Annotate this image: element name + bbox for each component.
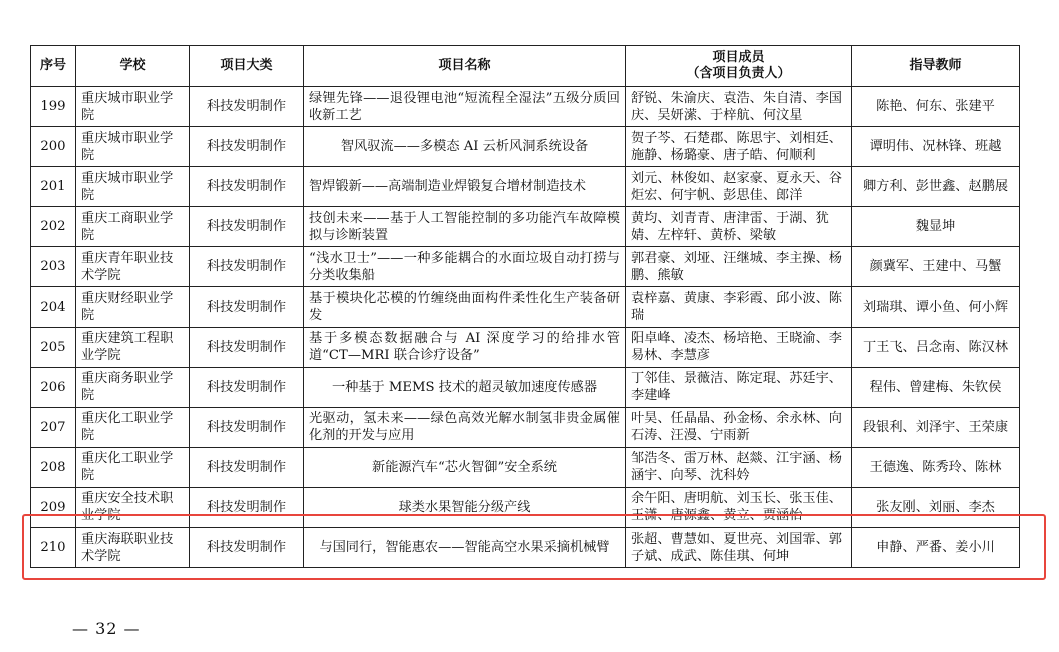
category-cell: 科技发明制作 xyxy=(190,528,304,568)
table-row xyxy=(31,247,1020,287)
project-name-cell: 技创未来——基于人工智能控制的多功能汽车故障模拟与诊断装置 xyxy=(304,207,626,247)
project-name-cell: 智焊锻新——高端制造业焊锻复合增材制造技术 xyxy=(304,167,626,207)
table-row xyxy=(31,367,1020,407)
school-cell: 重庆城市职业学院 xyxy=(76,167,190,207)
advisors-cell: 段银利、刘泽宇、王荣康 xyxy=(852,407,1020,447)
project-name-cell: 一种基于 MEMS 技术的超灵敏加速度传感器 xyxy=(304,367,626,407)
advisors-cell: 魏显坤 xyxy=(852,207,1020,247)
category-cell: 科技发明制作 xyxy=(190,407,304,447)
row-number: 210 xyxy=(31,528,76,568)
advisors-cell: 丁王飞、吕念南、陈汉林 xyxy=(852,327,1020,367)
project-name-cell: 基于模块化芯模的竹缠绕曲面构件柔性化生产装备研发 xyxy=(304,287,626,327)
table-row xyxy=(31,167,1020,207)
row-number: 206 xyxy=(31,367,76,407)
members-cell: 叶昊、任晶晶、孙金杨、余永林、向石涛、汪漫、宁雨新 xyxy=(626,407,852,447)
row-number: 200 xyxy=(31,127,76,167)
header-members-line1: 项目成员 xyxy=(712,50,765,65)
advisors-cell: 刘瑞琪、谭小鱼、何小辉 xyxy=(852,287,1020,327)
page-number: — 32 — xyxy=(72,619,141,638)
project-name-cell: 智风驭流——多模态 AI 云析风洞系统设备 xyxy=(304,127,626,167)
header-project-name: 项目名称 xyxy=(304,46,626,87)
row-number: 205 xyxy=(31,327,76,367)
school-cell: 重庆化工职业学院 xyxy=(76,447,190,487)
school-cell: 重庆城市职业学院 xyxy=(76,87,190,127)
members-cell: 郭君豪、刘垭、汪继城、李主操、杨鹏、熊敏 xyxy=(626,247,852,287)
header-members-line2: （含项目负责人） xyxy=(686,66,791,81)
category-cell: 科技发明制作 xyxy=(190,447,304,487)
advisors-cell: 程伟、曾建梅、朱钦侯 xyxy=(852,367,1020,407)
members-cell: 刘元、林俊如、赵家豪、夏永天、谷炬宏、何宇帆、彭思佳、郎洋 xyxy=(626,167,852,207)
advisors-cell: 陈艳、何东、张建平 xyxy=(852,87,1020,127)
project-name-cell: 新能源汽车“芯火智御”安全系统 xyxy=(304,447,626,487)
project-name-cell: 光驱动，氢未来——绿色高效光解水制氢非贵金属催化剂的开发与应用 xyxy=(304,407,626,447)
table-row xyxy=(31,327,1020,367)
members-cell: 袁梓嘉、黄康、李彩霞、邱小波、陈瑞 xyxy=(626,287,852,327)
project-name-cell: “浅水卫士”——一种多能耦合的水面垃圾自动打捞与分类收集船 xyxy=(304,247,626,287)
header-school: 学校 xyxy=(76,46,190,87)
table-row xyxy=(31,287,1020,327)
school-cell: 重庆化工职业学院 xyxy=(76,407,190,447)
row-number: 202 xyxy=(31,207,76,247)
category-cell: 科技发明制作 xyxy=(190,287,304,327)
category-cell: 科技发明制作 xyxy=(190,367,304,407)
header-advisors: 指导教师 xyxy=(852,46,1020,87)
advisors-cell: 申静、严番、姜小川 xyxy=(852,528,1020,568)
row-number: 209 xyxy=(31,487,76,527)
row-number: 204 xyxy=(31,287,76,327)
project-table xyxy=(30,45,1020,568)
school-cell: 重庆商务职业学院 xyxy=(76,367,190,407)
school-cell: 重庆建筑工程职业学院 xyxy=(76,327,190,367)
row-number: 201 xyxy=(31,167,76,207)
members-cell: 贺子芩、石楚郡、陈思宇、刘相廷、施静、杨璐豪、唐子皓、何顺利 xyxy=(626,127,852,167)
category-cell: 科技发明制作 xyxy=(190,87,304,127)
project-name-cell: 与国同行，智能惠农——智能高空水果采摘机械臂 xyxy=(304,528,626,568)
table-row xyxy=(31,407,1020,447)
members-cell: 张超、曹慧如、夏世亮、刘国霏、郭子斌、成武、陈佳琪、何坤 xyxy=(626,528,852,568)
highlight-box xyxy=(22,514,1046,580)
school-cell: 重庆工商职业学院 xyxy=(76,207,190,247)
category-cell: 科技发明制作 xyxy=(190,327,304,367)
category-cell: 科技发明制作 xyxy=(190,247,304,287)
table-row xyxy=(31,447,1020,487)
advisors-cell: 谭明伟、况林锋、班越 xyxy=(852,127,1020,167)
school-cell: 重庆城市职业学院 xyxy=(76,127,190,167)
header-no: 序号 xyxy=(31,46,76,87)
table-row xyxy=(31,207,1020,247)
school-cell: 重庆财经职业学院 xyxy=(76,287,190,327)
row-number: 203 xyxy=(31,247,76,287)
members-cell: 黄均、刘青青、唐津雷、于湖、犹婧、左梓轩、黄桥、梁敏 xyxy=(626,207,852,247)
school-cell: 重庆海联职业技术学院 xyxy=(76,528,190,568)
table-header-row xyxy=(31,46,1020,87)
school-cell: 重庆青年职业技术学院 xyxy=(76,247,190,287)
table-row xyxy=(31,87,1020,127)
project-name-cell: 绿锂先锋——退役锂电池“短流程全湿法”五级分质回收新工艺 xyxy=(304,87,626,127)
row-number: 207 xyxy=(31,407,76,447)
header-members xyxy=(626,46,852,87)
table-row xyxy=(31,127,1020,167)
advisors-cell: 张友刚、刘丽、李杰 xyxy=(852,487,1020,527)
members-cell: 丁邻佳、景薇洁、陈定琨、苏廷宇、李建峰 xyxy=(626,367,852,407)
category-cell: 科技发明制作 xyxy=(190,207,304,247)
category-cell: 科技发明制作 xyxy=(190,127,304,167)
project-name-cell: 基于多模态数据融合与 AI 深度学习的给排水管道“CT—MRI 联合诊疗设备” xyxy=(304,327,626,367)
school-cell: 重庆安全技术职业学院 xyxy=(76,487,190,527)
header-category: 项目大类 xyxy=(190,46,304,87)
row-number: 199 xyxy=(31,87,76,127)
members-cell: 余午阳、唐明航、刘玉长、张玉佳、王潇、唐源鑫、黄立、贾涵怡 xyxy=(626,487,852,527)
category-cell: 科技发明制作 xyxy=(190,487,304,527)
advisors-cell: 颜冀军、王建中、马蟹 xyxy=(852,247,1020,287)
advisors-cell: 卿方利、彭世鑫、赵鹏展 xyxy=(852,167,1020,207)
project-name-cell: 球类水果智能分级产线 xyxy=(304,487,626,527)
category-cell: 科技发明制作 xyxy=(190,167,304,207)
members-cell: 舒锐、朱渝庆、袁浩、朱自清、李国庆、吴妍潆、于梓航、何汶星 xyxy=(626,87,852,127)
row-number: 208 xyxy=(31,447,76,487)
members-cell: 邹浩冬、雷万林、赵燚、江宇涵、杨涵宇、向琴、沈科妗 xyxy=(626,447,852,487)
advisors-cell: 王德逸、陈秀玲、陈林 xyxy=(852,447,1020,487)
members-cell: 阳卓峰、凌杰、杨培艳、王晓渝、李易林、李慧彦 xyxy=(626,327,852,367)
